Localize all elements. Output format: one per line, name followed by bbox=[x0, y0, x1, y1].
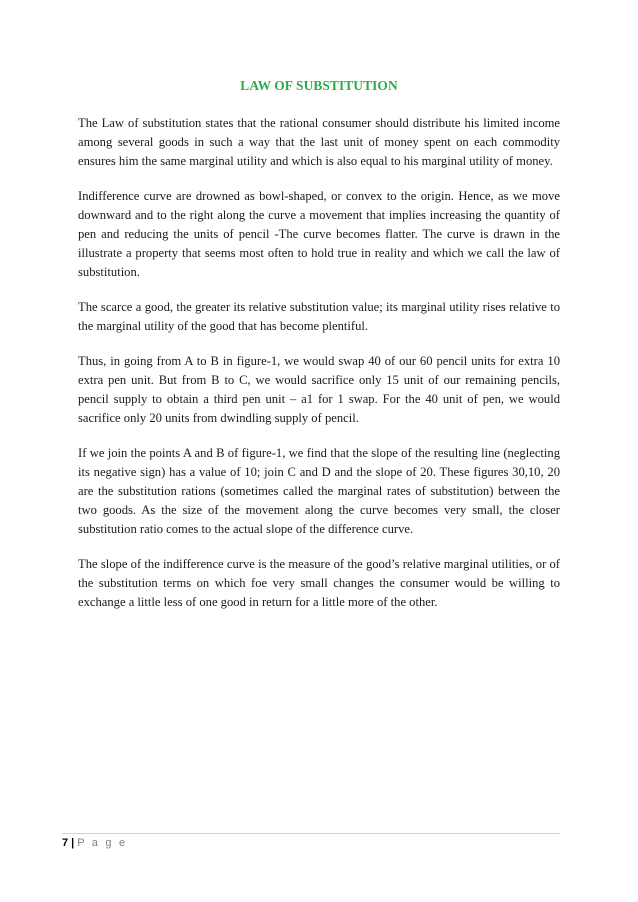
paragraph-slope-measure: The slope of the indifference curve is the measure of the good’s relative marginal utilities, or of the substitution terms on which foe very small changes the consumer would be willing to exchange a little less of one good in return for a little more of the other. bbox=[78, 557, 560, 609]
paragraph-law-definition: The Law of substitution states that the rational consumer should distribute his limited income among several goods in such a way that the last unit of money spent on each commodity ensures him the same marginal utility and which is also equal to his marginal utility of money. bbox=[78, 116, 560, 168]
page-title: LAW OF SUBSTITUTION bbox=[240, 78, 398, 93]
page-content bbox=[78, 76, 560, 628]
footer-separator: | bbox=[71, 837, 75, 849]
page-number: 7 bbox=[62, 837, 69, 849]
paragraph-scarce-good: The scarce a good, the greater its relative substitution value; its marginal utility rises relative to the marginal utility of the good that has become plentiful. bbox=[78, 300, 560, 333]
paragraph-swap-example: Thus, in going from A to B in figure-1, we would swap 40 of our 60 pencil units for extra 10 extra pen unit. But from B to C, we would sacrifice only 15 unit of our remaining pencils, pencil supply to obtain a third pen unit – a1 for 1 swap. For the 40 unit of pen, we would sacrifice only 20 units from dwindling supply of pencil. bbox=[78, 354, 560, 425]
paragraph-indifference-curve: Indifference curve are drowned as bowl-shaped, or convex to the origin. Hence, as we move downward and to the right along the curve a movement that implies increasing the quantity of pen and reducing the units of pencil -The curve becomes flatter. The curve is drawn in the illustrate a property that seems most often to hold true in reality and which we call the law of substitution. bbox=[78, 189, 560, 279]
page-label: P a g e bbox=[77, 837, 128, 849]
paragraph-slope-ratios: If we join the points A and B of figure-1, we find that the slope of the resulting line (neglecting its negative sign) has a value of 10; join C and D and the slope of 20. These figures 30,10, 20 are the substitution rations (sometimes called the marginal rates of substitution) between the two goods. As the size of the movement along the curve becomes very small, the closer substitution ratio comes to the actual slope of the difference curve. bbox=[78, 446, 560, 536]
page-footer bbox=[62, 835, 127, 851]
footer-divider bbox=[62, 833, 560, 834]
